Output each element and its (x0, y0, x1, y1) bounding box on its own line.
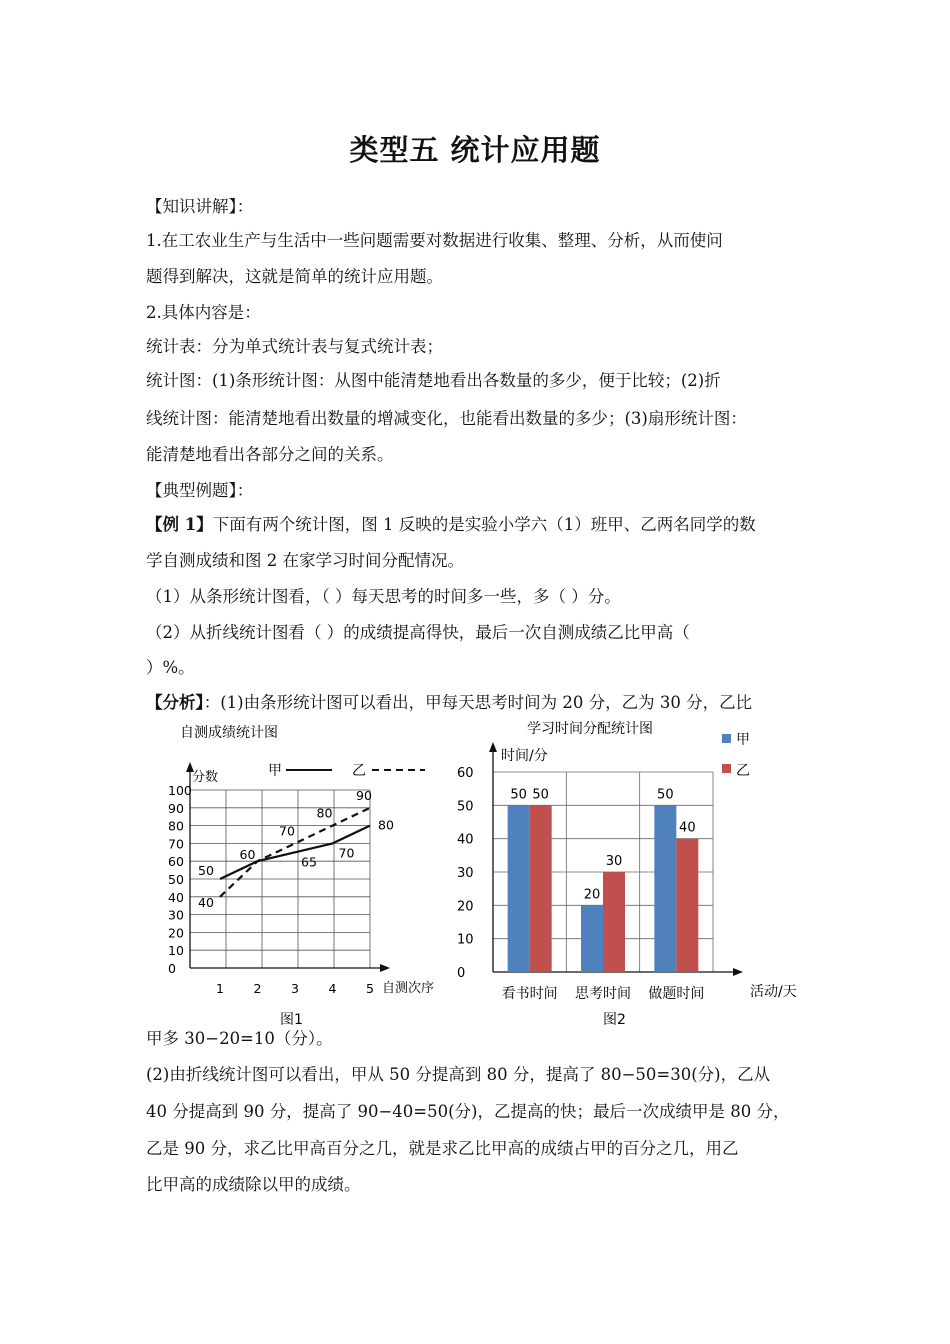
chart1-legend-jia-label: 甲 (268, 763, 282, 779)
chart2-category-label: 思考时间 (575, 986, 631, 1002)
chart2-bar-label-jia: 50 (657, 787, 674, 803)
chart1-data-label-yi: 90 (356, 787, 372, 803)
chart1-ytick-label: 30 (168, 907, 184, 923)
chart1-data-label-yi: 80 (316, 805, 333, 821)
text-line: 能清楚地看出各部分之间的关系。 (146, 445, 394, 464)
chart1-xtick-label: 1 (216, 981, 224, 996)
chart1-ytick-label: 20 (168, 925, 184, 941)
example-line (146, 514, 756, 536)
question-2: （2）从折线统计图看（ ）的成绩提高得快，最后一次自测成绩乙比甲高（ (146, 623, 690, 642)
bar-chart-fig2 (445, 716, 805, 1036)
chart2-ylabel: 时间/分 (501, 748, 548, 764)
chart1-caption: 图1 (280, 1012, 303, 1028)
chart1-xtick-label: 4 (328, 981, 337, 996)
chart1-xtick-label: 5 (366, 981, 374, 996)
analysis-text: ：(1)由条形统计图可以看出，甲每天思考时间为 20 分，乙为 30 分，乙比 (203, 693, 753, 712)
chart2-bar-label-yi: 50 (532, 787, 549, 803)
chart1-ytick-label: 80 (168, 818, 184, 834)
chart1-data-label-jia: 60 (239, 847, 256, 863)
chart2-category-label: 看书时间 (501, 986, 558, 1002)
chart2-xlabel: 活动/天 (750, 984, 797, 1000)
chart1-ytick-label: 50 (168, 872, 184, 887)
chart2-ytick-label: 10 (457, 932, 474, 948)
chart1-title: 自测成绩统计图 (180, 725, 278, 741)
line-chart-fig1 (140, 716, 460, 1036)
chart1-ytick-label: 90 (168, 800, 184, 816)
page-title: 类型五 统计应用题 (349, 133, 601, 167)
chart2-category-label: 做题时间 (648, 986, 705, 1002)
chart2-ytick-label: 50 (457, 799, 474, 815)
text-line: 学自测成绩和图 2 在家学习时间分配情况。 (146, 551, 464, 570)
chart2-title: 学习时间分配统计图 (527, 721, 653, 737)
chart1-x-arrow (380, 964, 390, 972)
chart2-ytick-label: 0 (457, 966, 466, 981)
chart2-bar-jia (581, 905, 603, 972)
chart2-ytick-label: 30 (457, 866, 474, 881)
chart2-ytick-label: 20 (457, 899, 474, 915)
chart2-legend-jia-swatch (722, 734, 731, 743)
text-line: 2.具体内容是： (146, 303, 261, 322)
section-heading-examples: 【典型例题】： (146, 481, 254, 500)
chart1-ytick-label: 70 (168, 836, 184, 852)
chart1-data-label-yi: 40 (198, 894, 214, 910)
analysis-line: 乙是 90 分，求乙比甲高百分之几，就是求乙比甲高的成绩占甲的百分之几，用乙 (146, 1139, 739, 1158)
chart1-data-label-jia: 65 (301, 854, 317, 870)
chart2-bar-yi (530, 805, 552, 972)
chart2-legend-yi-swatch (722, 764, 731, 773)
chart2-ytick-label: 40 (457, 832, 474, 848)
analysis-label: 【分析】 (146, 693, 204, 712)
chart1-ytick-label: 100 (168, 783, 192, 798)
text-line: 线统计图：能清楚地看出数量的增减变化，也能看出数量的多少；(3)扇形统计图： (146, 409, 747, 428)
chart2-bar-jia (654, 805, 676, 972)
analysis-line: (2)由折线统计图可以看出，甲从 50 分提高到 80 分，提高了 80−50=30(分)，乙从 (146, 1065, 771, 1084)
analysis-line (146, 692, 752, 714)
chart1-xtick-label: 3 (291, 981, 299, 996)
chart2-bar-label-yi: 40 (679, 820, 696, 836)
chart1-data-label-yi: 70 (279, 823, 295, 839)
section-heading-knowledge: 【知识讲解】： (146, 197, 254, 216)
chart1-xtick-label: 2 (253, 981, 262, 996)
chart1-ytick-label: 0 (168, 961, 176, 976)
chart2-y-arrow (489, 742, 497, 752)
chart1-ytick-label: 40 (168, 889, 184, 905)
chart2-bar-yi (676, 839, 698, 972)
text-line: 1.在工农业生产与生活中一些问题需要对数据进行收集、整理、分析，从而使问 (146, 231, 723, 250)
analysis-line: 比甲高的成绩除以甲的成绩。 (146, 1175, 361, 1194)
chart1-legend-yi-label: 乙 (352, 763, 366, 779)
analysis-line: 甲多 30−20=10（分）。 (146, 1029, 333, 1048)
text-line: 题得到解决，这就是简单的统计应用题。 (146, 267, 443, 286)
chart1-xlabel: 自测次序 (382, 981, 435, 996)
chart2-bar-label-jia: 50 (510, 787, 527, 803)
chart2-ytick-label: 60 (457, 766, 474, 781)
chart1-data-label-jia: 80 (378, 817, 394, 833)
chart1-ylabel: 分数 (192, 770, 219, 785)
chart2-legend-yi-label: 乙 (736, 763, 750, 779)
question-1: （1）从条形统计图看，（ ）每天思考的时间多一些，多（ ）分。 (146, 587, 621, 606)
chart2-bar-yi (603, 872, 625, 972)
text-line: 统计图：(1)条形统计图：从图中能清楚地看出各数量的多少，便于比较；(2)折 (146, 371, 721, 390)
example-label: 【例 1】 (146, 515, 213, 534)
chart2-bar-label-jia: 20 (583, 887, 601, 903)
chart2-bar-jia (508, 805, 530, 972)
chart2-bar-label-yi: 30 (605, 854, 623, 869)
chart1-ytick-label: 10 (168, 943, 184, 959)
chart1-ytick-label: 60 (168, 854, 184, 870)
chart2-x-arrow (733, 968, 743, 976)
question-2-cont: ）%。 (146, 658, 195, 677)
text-line: 统计表：分为单式统计表与复式统计表； (146, 337, 443, 356)
chart2-legend-jia-label: 甲 (736, 732, 750, 748)
chart2-caption: 图2 (603, 1012, 626, 1028)
example-text: 下面有两个统计图，图 1 反映的是实验小学六（1）班甲、乙两名同学的数 (212, 515, 756, 534)
analysis-line: 40 分提高到 90 分，提高了 90−40=50(分)，乙提高的快；最后一次成绩甲是 80 分， (146, 1102, 790, 1121)
chart1-data-label-jia: 50 (198, 863, 214, 878)
chart1-data-label-jia: 70 (338, 845, 355, 861)
